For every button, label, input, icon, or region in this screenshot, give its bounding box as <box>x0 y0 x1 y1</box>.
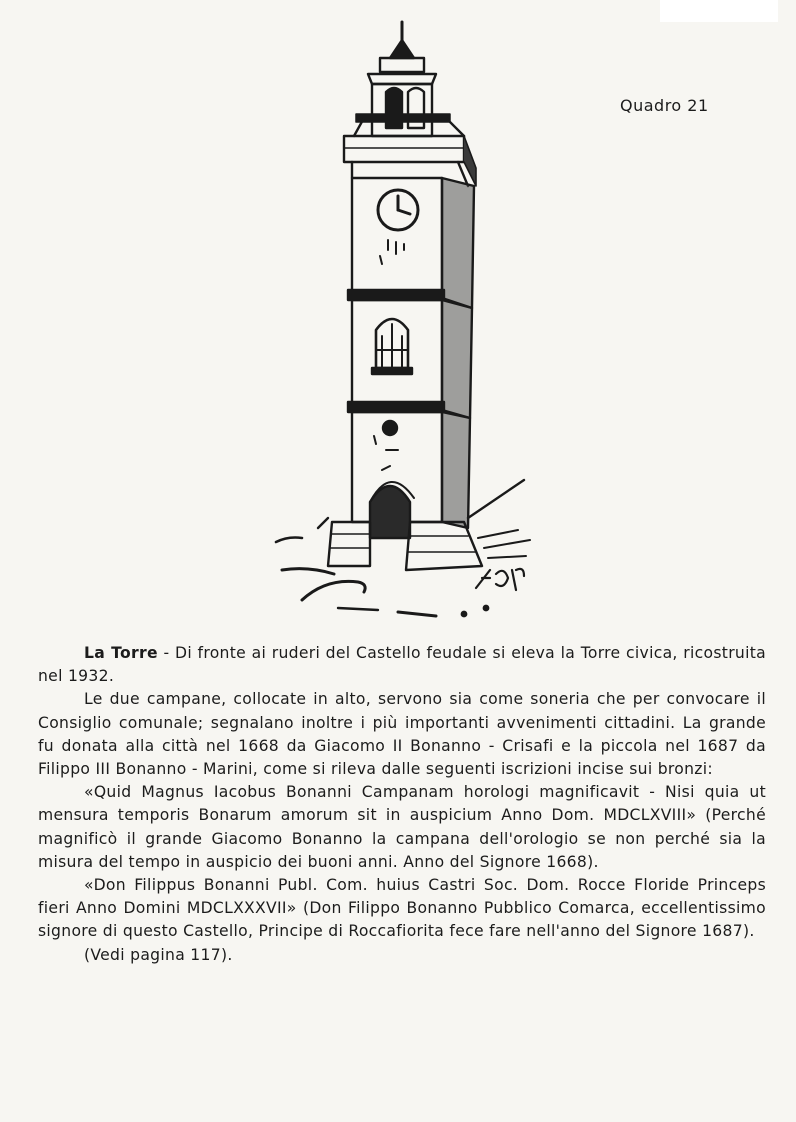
body-text <box>38 642 766 967</box>
paragraph-5: (Vedi pagina 117). <box>84 945 233 964</box>
page-label: Quadro 21 <box>620 96 709 115</box>
paragraph-2: Le due campane, collocate in alto, servono sia come soneria che per convocare il Consiglio comunale; segnalano inoltre i più importanti avvenimenti cittadini. La grande fu donata alla città nel 1668 da Giacomo II Bonanno - Crisafi e la piccola nel 1687 da Filippo III Bonanno - Marini, come si rileva dalle seguenti iscrizioni incise sui bronzi: <box>38 690 766 779</box>
paragraph-3: «Quid Magnus Iacobus Bonanni Campanam horologi magnificavit - Nisi quia ut mensura temporis Bonarum amorum sit in auspicium Anno Dom. MDCLXVIII» (Perché magnificò il grande Giacomo Bonanno la campana dell'orologio se non perché sia la misura del tempo in auspicio dei buoni anni. Anno del Signore 1668). <box>38 783 766 871</box>
section-title: La Torre <box>84 644 158 662</box>
paragraph-1 <box>38 642 766 688</box>
paragraph-4: «Don Filippus Bonanni Publ. Com. huius Castri Soc. Dom. Rocce Floride Princeps fieri Anno Domini MDCLXXXVII» (Don Filippo Bonanno Pubblico Comarca, eccellentissimo signore di questo Castello, Principe di Roccafiorita fece fare nell'anno del Signore 1687). <box>38 876 766 941</box>
scan-corner-patch <box>660 0 778 22</box>
artist-signature <box>476 569 524 590</box>
paragraph-1-text: - Di fronte ai ruderi del Castello feudale si eleva la Torre civica, ricostruita nel 1932. <box>38 644 766 686</box>
clock-tower-drawing-icon <box>268 18 548 622</box>
